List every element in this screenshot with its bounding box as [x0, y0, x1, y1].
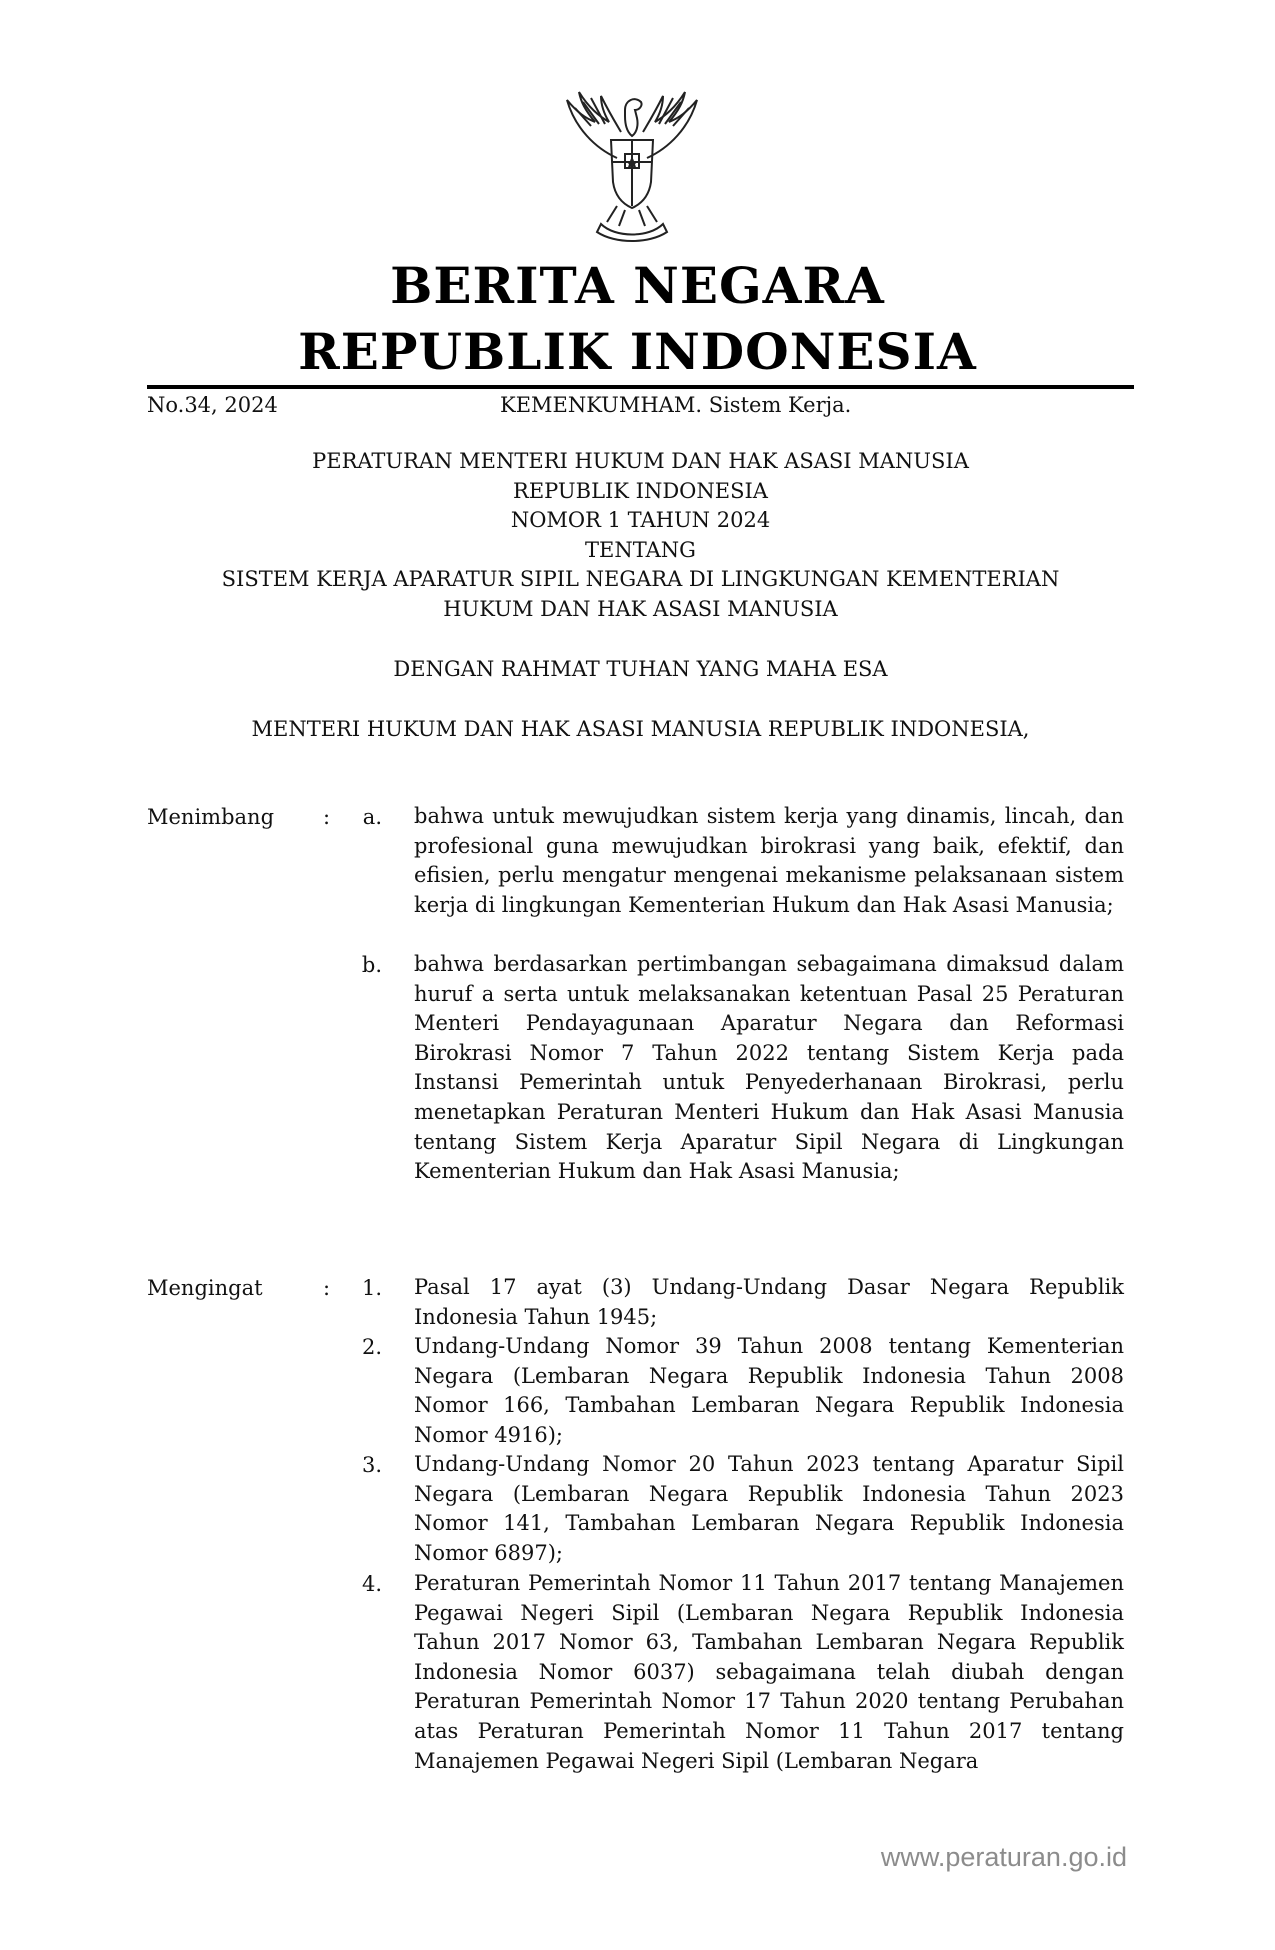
legal-basis-text: Undang-Undang Nomor 20 Tahun 2023 tentang Aparatur Sipil Negara (Lembaran Negara Republik Indonesia Tahun 2023 Nomor 141, Tambahan Lembaran Negara Republik Indonesia Nomor 6897);	[414, 1452, 1124, 1565]
title-line: PERATURAN MENTERI HUKUM DAN HAK ASASI MANUSIA	[312, 449, 969, 473]
masthead-title: BERITA NEGARA	[390, 256, 885, 315]
legal-basis-marker: 3.	[361, 1453, 382, 1477]
title-line: HUKUM DAN HAK ASASI MANUSIA	[443, 596, 838, 621]
legal-basis-text: Undang-Undang Nomor 39 Tahun 2008 tentang Kementerian Negara (Lembaran Negara Republik Indonesia Tahun 2008 Nomor 166, Tambahan Lembaran Negara Republik Indonesia Nomor 4916);	[414, 1334, 1124, 1447]
regulation-title	[147, 447, 1134, 625]
consideration-marker: b.	[361, 953, 382, 977]
legal-basis-text: Peraturan Pemerintah Nomor 11 Tahun 2017 tentang Manajemen Pegawai Negeri Sipil (Lembaran Negara Republik Indonesia Tahun 2017 Nomor 63, Tambahan Lembaran Negara Republik Indonesia Nomor 6037) sebagaimana telah diubah dengan Peraturan Pemerintah Nomor 17 Tahun 2020 tentang Perubahan atas Peraturan Pemerintah Nomor 11 Tahun 2017 tentang Manajemen Pegawai Negeri Sipil (Lembaran Negara	[414, 1571, 1124, 1773]
title-line: REPUBLIK INDONESIA	[513, 478, 768, 503]
consideration-text: bahwa untuk mewujudkan sistem kerja yang dinamis, lincah, dan profesional guna mewujudkan birokrasi yang baik, efektif, dan efisien, perlu mengatur mengenai mekanisme pelaksanaan sistem kerja di lingkungan Kementerian Hukum dan Hak Asasi Manusia;	[414, 804, 1124, 917]
gazette-number: No.34, 2024	[147, 393, 278, 417]
menimbang-colon: :	[323, 805, 331, 829]
title-line: TENTANG	[585, 537, 696, 562]
garuda-emblem-icon	[555, 88, 709, 246]
minister-heading: MENTERI HUKUM DAN HAK ASASI MANUSIA REPUBLIK INDONESIA,	[251, 717, 1030, 741]
legal-basis-marker: 2.	[361, 1335, 382, 1359]
legal-basis-marker: 1.	[361, 1276, 382, 1300]
title-line: SISTEM KERJA APARATUR SIPIL NEGARA DI LINGKUNGAN KEMENTERIAN	[221, 567, 1060, 592]
mengingat-label: Mengingat	[147, 1276, 263, 1300]
consideration-marker: a.	[362, 805, 382, 829]
mengingat-colon: :	[323, 1276, 331, 1300]
footer-website-link[interactable]: www.peraturan.go.id	[880, 1842, 1127, 1872]
gazette-subject: KEMENKUMHAM. Sistem Kerja.	[500, 393, 852, 417]
legal-basis-marker: 4.	[361, 1572, 382, 1596]
grace-statement: DENGAN RAHMAT TUHAN YANG MAHA ESA	[393, 657, 888, 681]
masthead-subtitle: REPUBLIK INDONESIA	[298, 322, 977, 381]
legal-basis-text: Pasal 17 ayat (3) Undang-Undang Dasar Negara Republik Indonesia Tahun 1945;	[414, 1275, 1124, 1329]
consideration-text: bahwa berdasarkan pertimbangan sebagaimana dimaksud dalam huruf a serta untuk melaksanakan ketentuan Pasal 25 Peraturan Menteri Pendayagunaan Aparatur Negara dan Reformasi Birokrasi Nomor 7 Tahun 2022 tentang Sistem Kerja pada Instansi Pemerintah untuk Penyederhanaan Birokrasi, perlu menetapkan Peraturan Menteri Hukum dan Hak Asasi Manusia tentang Sistem Kerja Aparatur Sipil Negara di Lingkungan Kementerian Hukum dan Hak Asasi Manusia;	[414, 952, 1124, 1184]
masthead-divider	[147, 385, 1134, 389]
menimbang-label: Menimbang	[147, 805, 275, 829]
title-line: NOMOR 1 TAHUN 2024	[510, 508, 771, 533]
